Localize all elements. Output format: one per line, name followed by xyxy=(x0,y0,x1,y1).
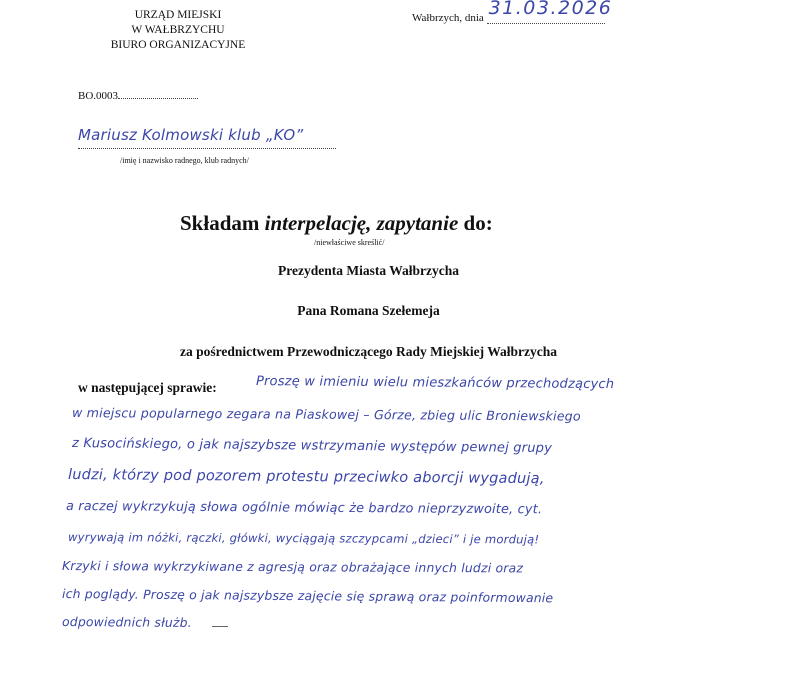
reference-code: BO.0003 xyxy=(78,90,119,102)
matter-line-8: ich poglądy. Proszę o jak najszybsze zajęcie się sprawą oraz poinformowanie xyxy=(61,586,554,606)
office-city: W WAŁBRZYCHU xyxy=(131,24,225,36)
councillor-name: Mariusz Kolmowski klub „KO” xyxy=(78,126,304,144)
date-field xyxy=(412,0,613,24)
matter-line-3: z Kusocińskiego, o jak najszybsze wstrzymanie występów pewnej grupy xyxy=(71,436,553,457)
addressee-name: Pana Romana Szełemeja xyxy=(297,303,440,318)
heading-suffix: do: xyxy=(458,211,493,235)
date-value: 31.03.2026 xyxy=(488,0,613,19)
office-name: URZĄD MIEJSKI xyxy=(134,9,222,21)
office-header xyxy=(88,8,268,53)
reference-line xyxy=(118,88,198,99)
reference-number xyxy=(78,88,198,102)
matter-line-7: Krzyki i słowa wykrzykiwane z agresją oraz obrażające innych ludzi oraz xyxy=(61,558,524,576)
addressee-mayor: Prezydenta Miasta Wałbrzycha xyxy=(278,263,459,278)
matter-label: w następującej sprawie: xyxy=(78,380,217,395)
matter-line-6: wyrywają im nóżki, rączki, główki, wyciągają szczypcami „dzieci” i je mordują! xyxy=(67,530,540,547)
heading-prefix: Składam xyxy=(180,211,265,235)
document-heading xyxy=(180,211,493,236)
addressee-intermediary: za pośrednictwem Przewodniczącego Rady Miejskiej Wałbrzycha xyxy=(179,344,558,359)
matter-line-1: Proszę w imieniu wielu mieszkańców przechodzących xyxy=(255,374,615,393)
heading-type: interpelację, zapytanie xyxy=(264,211,459,235)
councillor-field xyxy=(78,124,336,154)
strike-note: /niewłaściwe skreślić/ xyxy=(314,238,385,247)
councillor-line xyxy=(78,124,336,149)
date-label: Wałbrzych, dnia xyxy=(412,12,484,24)
matter-end-line xyxy=(212,626,228,627)
matter-line-5: a raczej wykrzykują słowa ogólnie mówiąc że bardzo nieprzyzwoite, cyt. xyxy=(65,499,543,518)
date-line xyxy=(487,0,613,24)
matter-line-2: w miejscu popularnego zegara na Piaskowej – Górze, zbieg ulic Broniewskiego xyxy=(71,405,581,424)
matter-line-9: odpowiednich służb. xyxy=(61,614,192,630)
matter-line-4: ludzi, którzy pod pozorem protestu przeciwko aborcji wygadują, xyxy=(67,467,545,488)
councillor-caption: /imię i nazwisko radnego, klub radnych/ xyxy=(120,156,249,165)
office-department: BIURO ORGANIZACYJNE xyxy=(110,39,246,51)
